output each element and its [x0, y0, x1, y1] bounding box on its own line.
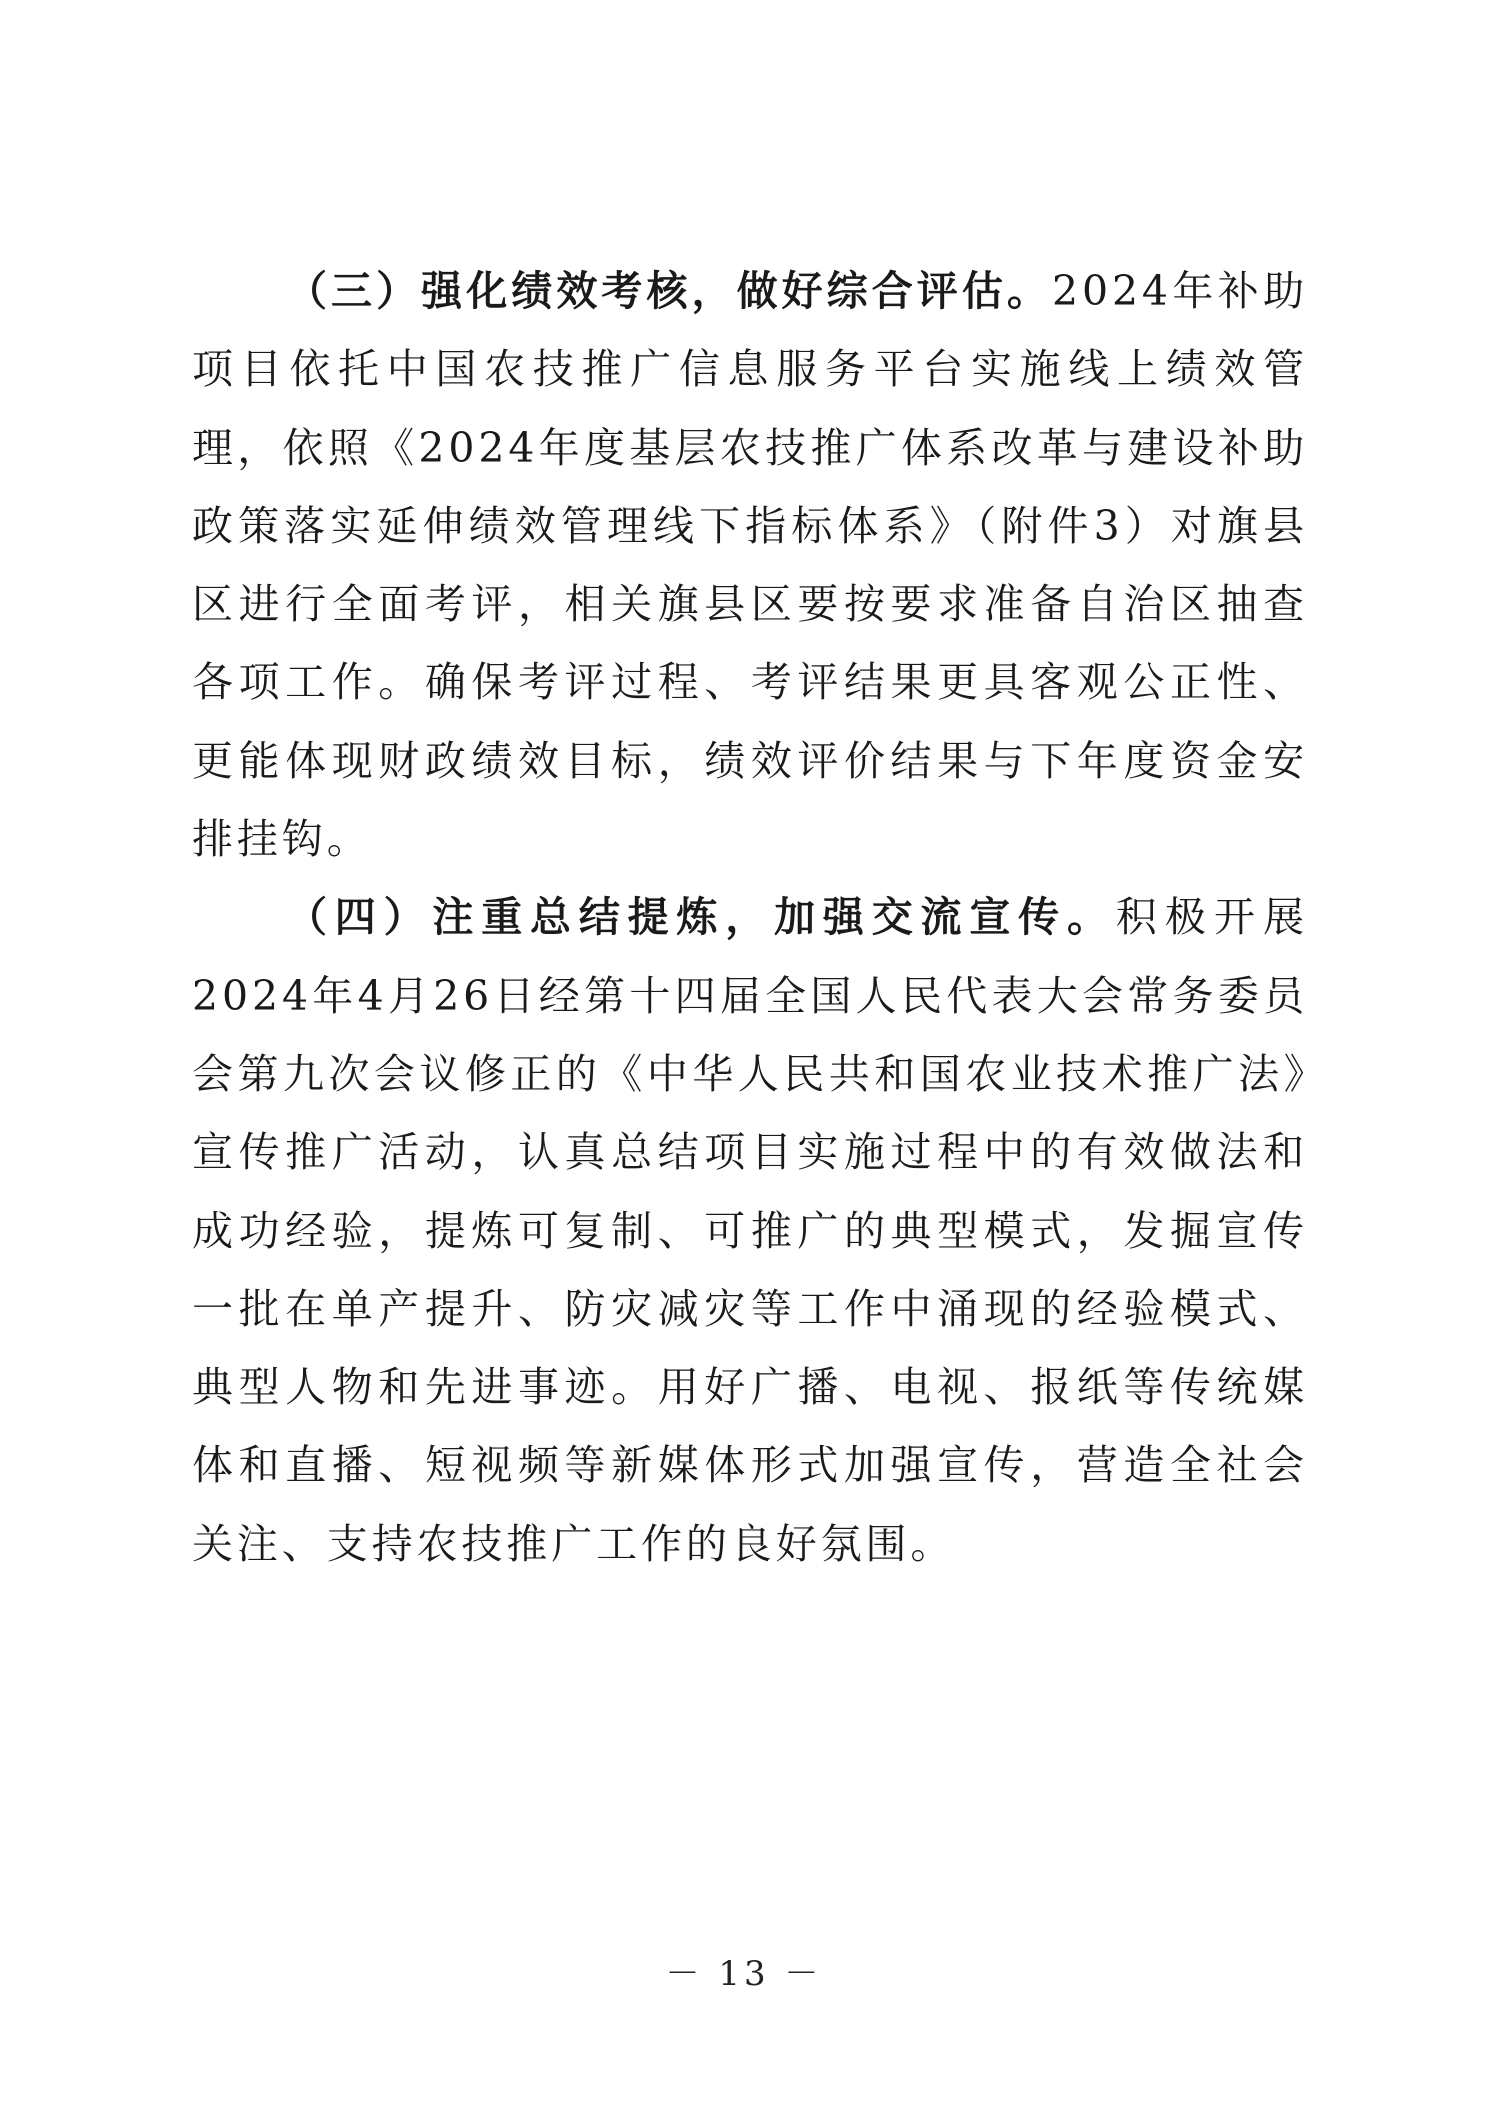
section-heading: （三）强化绩效考核，做好综合评估。 [286, 267, 1052, 315]
section-paragraph-3 [192, 252, 1308, 878]
page-number: － 13 － [665, 1954, 823, 1994]
section-heading: （四）注重总结提炼，加强交流宣传。 [286, 893, 1116, 942]
document-body [192, 252, 1308, 1583]
section-body-text: 2024年补助项目依托中国农技推广信息服务平台实施线上绩效管理，依照《2024年度基层农技推广体系改革与建设补助政策落实延伸绩效管理线下指标体系》（附件3）对旗县区进行全面考评，相关旗县区要按要求准备自治区抽查各项工作。确保考评过程、考评结果更具客观公正性、更能体现财政绩效目标，绩效评价结果与下年度资金安排挂钩。 [192, 267, 1308, 864]
section-paragraph-4 [192, 878, 1308, 1583]
section-body-text: 积极开展2024年4月26日经第十四届全国人民代表大会常务委员会第九次会议修正的《中华人民共和国农业技术推广法》宣传推广活动，认真总结项目实施过程中的有效做法和成功经验，提炼可复制、可推广的典型模式，发掘宣传一批在单产提升、防灾减灾等工作中涌现的经验模式、典型人物和先进事迹。用好广播、电视、报纸等传统媒体和直播、短视频等新媒体形式加强宣传，营造全社会关注、支持农技推广工作的良好氛围。 [192, 893, 1308, 1568]
